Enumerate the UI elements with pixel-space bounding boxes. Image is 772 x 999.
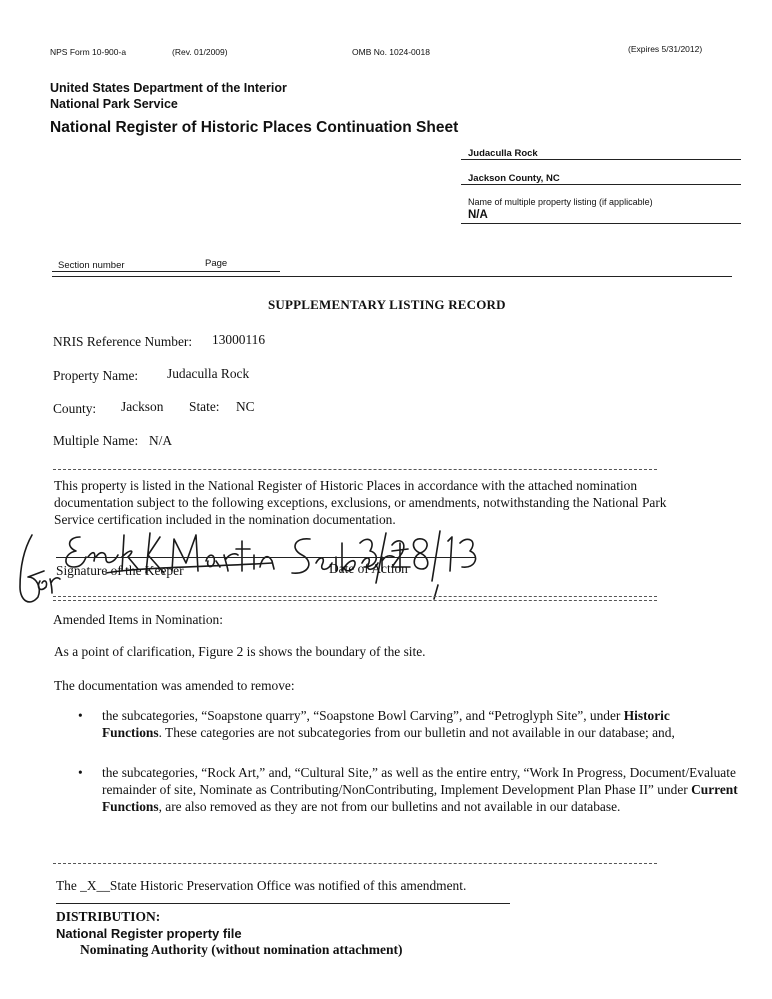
multiple-name-label: Multiple Name: [53,433,139,448]
property-name-value: Judaculla Rock [167,366,250,381]
form-number: NPS Form 10-900-a [50,47,127,57]
omb-number: OMB No. 1024-0018 [352,47,430,57]
bullet-item-current-functions: • the subcategories, “Rock Art,” and, “Cultural Site,” as well as the entire entry, “Work In Progress, Document/Evaluate remainder of site, Nominate as Contributing/NonContributing, Implement Development Plan Phase II” under Current Functions, are also removed as they are not from our bulletins and not available in our database. [78,765,738,814]
expiration-date: (Expires 5/31/2012) [628,44,703,54]
listing-statement: This property is listed in the National Register of Historic Places in accordance with the attached nomination documentation subject to the following exceptions, exclusions, or amendments, notwithstanding the National Park Service certification included in the nomination documentation. [54,478,667,527]
multiple-listing-value: N/A [468,209,488,221]
bullet-icon: • [78,765,83,780]
distribution-property-file: National Register property file [56,926,242,941]
multiple-name-value: N/A [149,433,173,448]
clarification-text: As a point of clarification, Figure 2 is shows the boundary of the site. [54,644,426,659]
keeper-signature-label: Signature of the Keeper [56,563,184,578]
removed-intro: The documentation was amended to remove: [54,678,295,693]
county-value: Jackson [121,399,164,414]
date-of-action-label: Date of Action [329,561,408,576]
amended-heading: Amended Items in Nomination: [53,612,223,627]
section-number-label: Section number [58,260,125,271]
record-title: SUPPLEMENTARY LISTING RECORD [268,297,506,312]
county-state-header: Jackson County, NC [468,173,560,184]
sheet-title: National Register of Historic Places Continuation Sheet [50,119,459,136]
property-name-header: Judaculla Rock [468,148,538,159]
nris-label: NRIS Reference Number: [53,334,193,349]
county-label: County: [53,401,97,416]
multiple-listing-label: Name of multiple property listing (if applicable) [468,197,653,207]
agency-department: United States Department of the Interior [50,81,287,95]
nris-value: 13000116 [212,332,266,347]
form-revision: (Rev. 01/2009) [172,47,228,57]
state-label: State: [189,399,220,414]
bullet-icon: • [78,708,83,723]
distribution-nominating-authority: Nominating Authority (without nomination attachment) [80,942,403,957]
shpo-notice: The _X__State Historic Preservation Office was notified of this amendment. [56,878,467,893]
page-label: Page [205,258,228,269]
bullet-item-historic-functions: • the subcategories, “Soapstone quarry”, “Soapstone Bowl Carving”, and “Petroglyph Site”, under Historic Functions. These categories are not subcategories from our bulletin and not available in our database; and, [78,708,675,740]
distribution-heading: DISTRIBUTION: [56,909,161,924]
property-name-label: Property Name: [53,368,139,383]
state-value: NC [236,399,255,414]
agency-service: National Park Service [50,97,178,111]
